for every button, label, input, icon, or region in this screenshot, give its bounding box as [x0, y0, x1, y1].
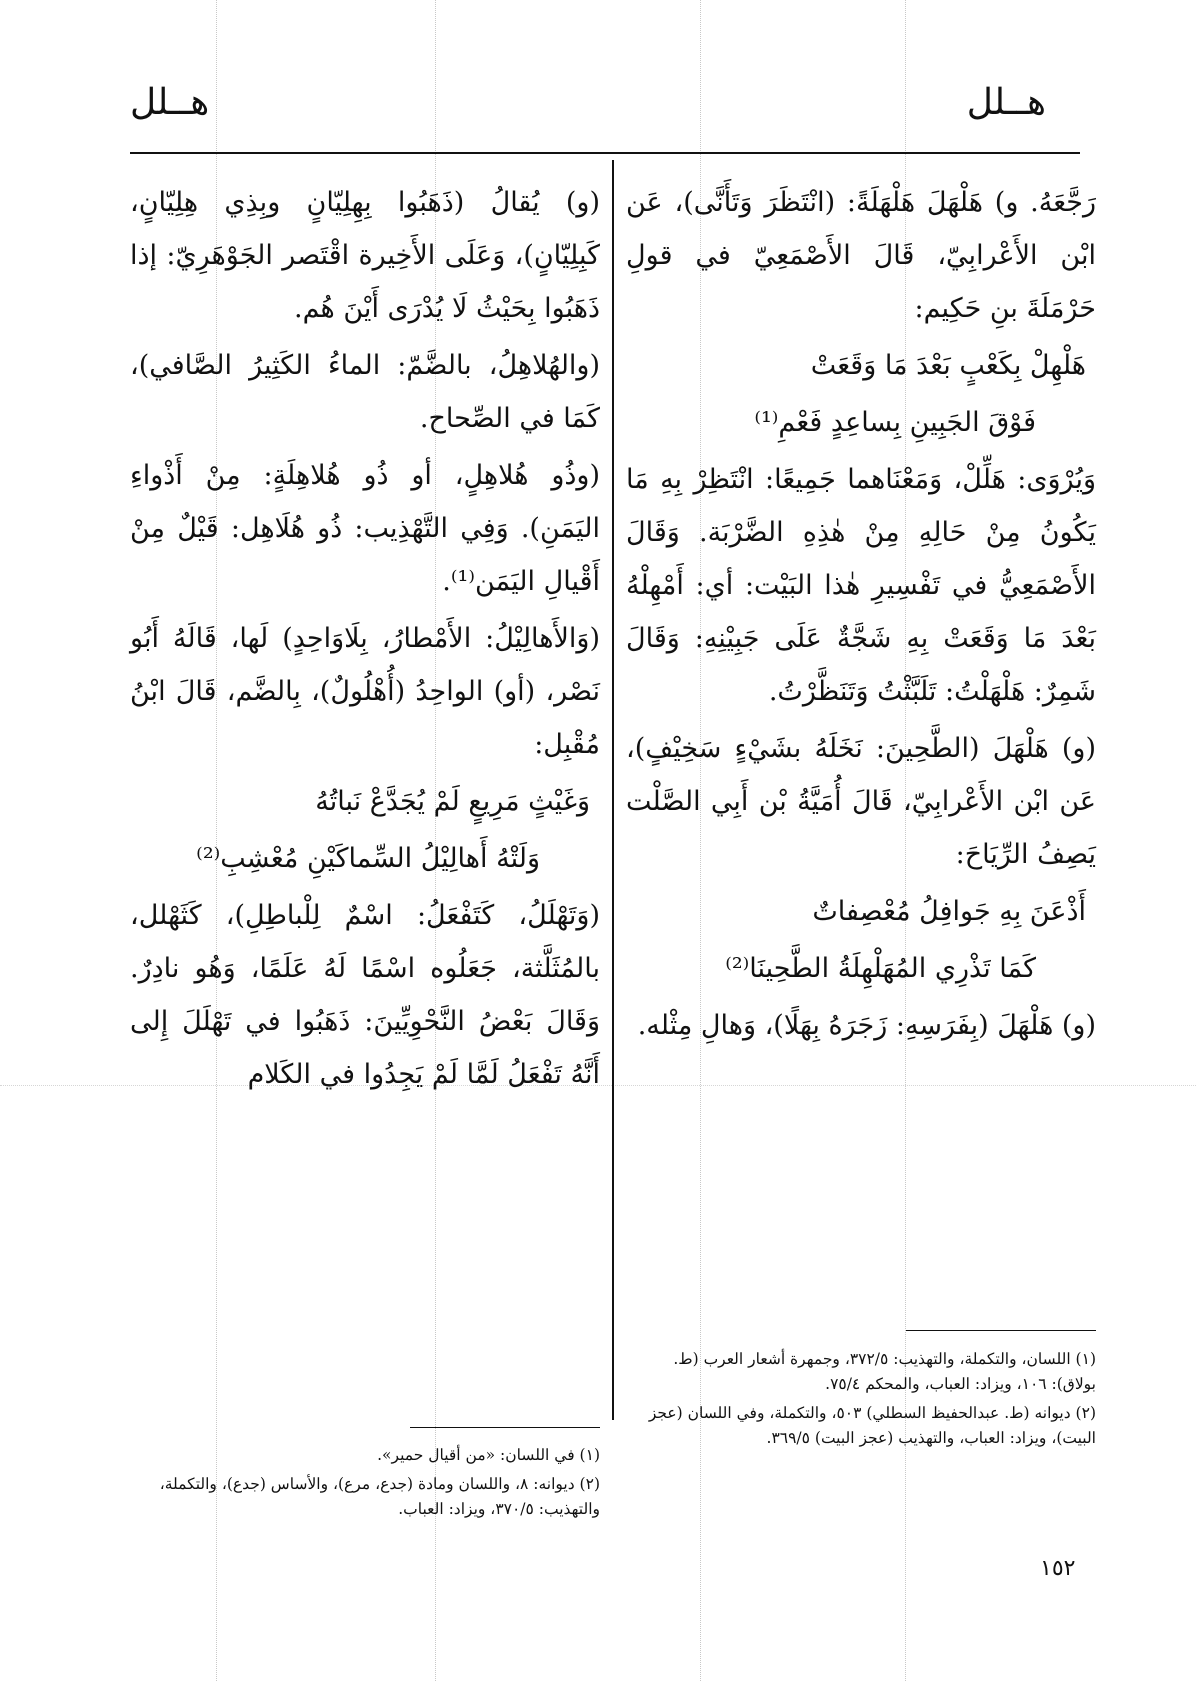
paragraph: (والهُلاهِلُ، بالضَّمّ: الماءُ الكَثِيرُ الصَّافي)، كَمَا في الصِّحاح.: [130, 350, 600, 434]
column-divider: [612, 160, 614, 1420]
left-column: [130, 176, 600, 1105]
verse-line: هَلْهِلْ بِكَعْبٍ بَعْدَ مَا وَقَعَتْ: [810, 350, 1086, 381]
footnote: (٢) ديوانه (ط. عبدالحفيظ السطلي) ٥٠٣، والتكملة، وفي اللسان (عجز البيت)، ويزاد: العباب، والتهذيب (عجز البيت) ٣٦٩/٥.: [648, 1404, 1096, 1447]
footnote-rule: [906, 1330, 1096, 1331]
footnote: (٢) ديوانه: ٨، واللسان ومادة (جدع، مرع)، والأساس (جدع)، والتكملة، والتهذيب: ٣٧٠/٥، ويزاد: العباب.: [159, 1475, 600, 1518]
verse-line: فَوْقَ الجَبِينِ بِساعِدٍ فَعْمِ⁽¹⁾: [754, 407, 1036, 438]
verse-line: أَذْعَنَ بِهِ جَوافِلُ مُعْصِفاتٌ: [812, 896, 1086, 927]
footnotes-left: [130, 1443, 600, 1526]
running-header-left: هــلل: [130, 82, 210, 123]
running-header-right: هــلل: [966, 82, 1046, 123]
header-divider: [130, 152, 1080, 154]
verse-line: وَلَتْهُ أَهالِيْلُ السِّماكَيْنِ مُعْشِبِ⁽²⁾: [196, 843, 540, 874]
paragraph: وَيُرْوَى: هَلِّلْ، وَمَعْنَاهما جَمِيعًا: انْتَظِرْ بِهِ مَا يَكُونُ مِنْ حَالِهِ مِنْ هٰذِهِ الضَّرْبَة. وَقَالَ الأَصْمَعِيُّ في تَفْسِيرِ هٰذا البَيْت: أي: أَمْهِلْهُ بَعْدَ مَا وَقَعَتْ بِهِ شَجَّةٌ عَلَى جَبِيْنِهِ: وَقَالَ شَمِرٌ: هَلْهَلْتُ: تَلَبَّثْتُ وَتَنَظَّرْتُ.: [626, 464, 1096, 707]
verse-line: كَمَا تَذْرِي المُهَلْهِلَةُ الطَّحِينَا⁽²⁾: [725, 953, 1036, 984]
footnotes-right: [626, 1347, 1096, 1455]
paragraph: رَجَّعَهُ. و) هَلْهَلَ هَلْهَلَةً: (انْتَظَرَ وَتَأَنَّى)، عَن ابْن الأَعْرابِيّ، قَالَ الأَصْمَعِيّ في قولِ حَرْمَلَةَ بنِ حَكِيم:: [626, 187, 1096, 324]
footnote-rule: [410, 1427, 600, 1428]
paragraph: (و) هَلْهَلَ (الطَّحِينَ: نَخَلَهُ بشَيْءٍ سَخِيْفٍ)، عَن ابْن الأَعْرابِيّ، قَالَ أُمَيَّةُ بْن أَبِي الصَّلْت يَصِفُ الرِّيَاحَ:: [626, 733, 1096, 870]
verse-line: وَغَيْثٍ مَرِيعٍ لَمْ يُجَدَّعْ نَباتُهُ: [315, 786, 590, 817]
paragraph: (و) هَلْهَلَ (بِفَرَسِهِ: زَجَرَهُ بِهَلًا)، وَهالِ مِثْله.: [637, 1010, 1096, 1041]
paragraph: (و) يُقالُ (ذَهَبُوا بِهِلِيّانٍ وبِذِي هِلِيّانٍ، كَبِلِيّانٍ)، وَعَلَى الأَخِيرة اقْتَصر الجَوْهَرِيّ: إذا ذَهَبُوا بِحَيْثُ لَا يُدْرَى أَيْنَ هُم.: [130, 187, 600, 324]
right-column: [626, 176, 1096, 1056]
footnote: (١) في اللسان: «من أقيال حمير».: [377, 1446, 600, 1464]
paragraph: (وذُو هُلاهِلٍ، أو ذُو هُلاهِلَةٍ: مِنْ أَذْواءِ اليَمَنِ). وَفِي التَّهْذِيب: ذُو هُلَاهِل: قَيْلٌ مِنْ أَقْيالِ اليَمَن⁽¹⁾.: [130, 460, 600, 597]
paragraph: (وَالأَهالِيْلُ: الأَمْطارُ، بِلَاوَاحِدٍ) لَها، قَالَهُ أَبُو نَصْر، (أو) الواحِدُ (أُهْلُولٌ)، بِالضَّم، قَالَ ابْنُ مُقْبِل:: [130, 623, 600, 760]
paragraph: (وَتَهْلَلُ، كَتَفْعَلُ: اسْمٌ لِلْباطِلِ)، كَثَهْلل، بالمُثَلَّثة، جَعَلُوه اسْمًا لَهُ عَلَمًا، وَهُو نادِرٌ. وَقَالَ بَعْضُ النَّحْوِيِّينَ: ذَهَبُوا في تَهْلَلَ إِلى أَنَّهُ تَفْعَلُ لَمَّا لَمْ يَجِدُوا في الكَلام: [130, 900, 600, 1090]
footnote: (١) اللسان، والتكملة، والتهذيب: ٣٧٢/٥، وجمهرة أشعار العرب (ط. بولاق): ١٠٦، ويزاد: العباب، والمحكم ٧٥/٤.: [673, 1350, 1096, 1393]
page-number: ١٥٢: [1040, 1556, 1076, 1581]
